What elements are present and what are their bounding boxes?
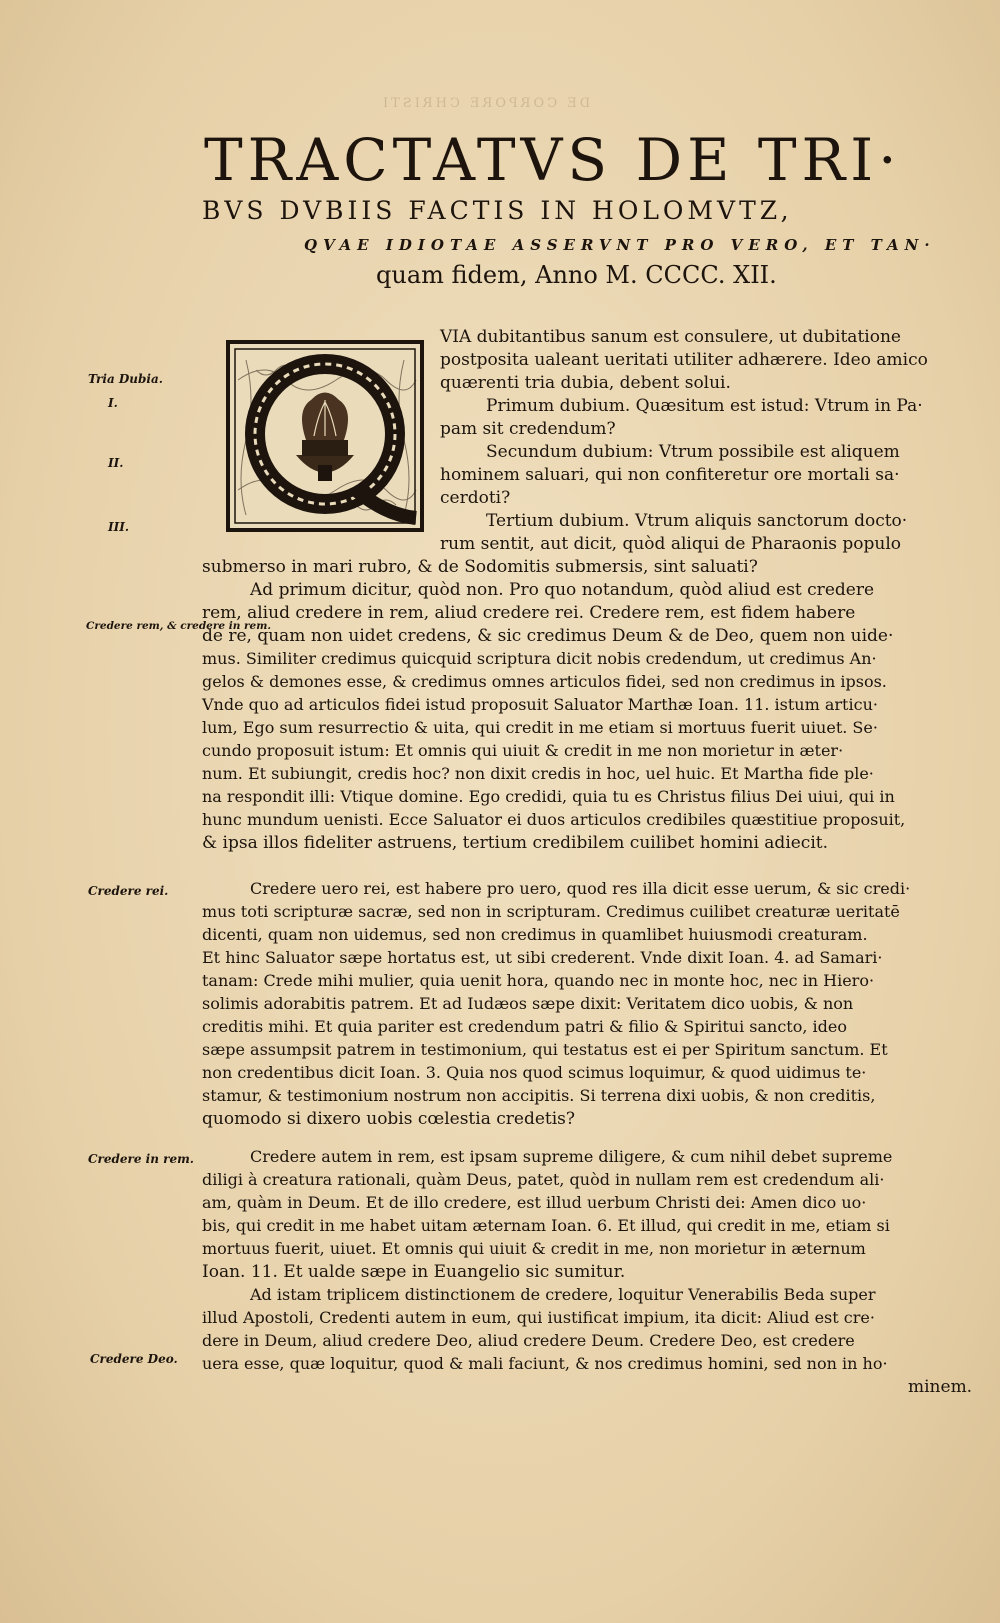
body-line: Credere autem in rem, est ipsam supreme diligere, & cum nihil debet supreme [250, 1147, 893, 1166]
body-line: quærenti tria dubia, debent solui. [440, 373, 731, 393]
body-line: Secundum dubium: Vtrum possibile est aliquem [486, 442, 900, 462]
body-line: hunc mundum uenisti. Ecce Saluator ei duos articulos credibiles quæstitiue proposuit, [202, 810, 906, 829]
margin-note: Tria Dubia. [88, 372, 163, 386]
body-line: rem, aliud credere in rem, aliud credere rei. Credere rem, est fidem habere [202, 603, 856, 623]
body-line: VIA dubitantibus sanum est consulere, ut dubitatione [440, 327, 901, 347]
body-line: creditis mihi. Et quia pariter est credendum patri & filio & Spiritui sancto, ideo [202, 1017, 847, 1036]
body-line: stamur, & testimonium nostrum non accipitis. Si terrena dixi uobis, & non creditis, [202, 1086, 876, 1105]
body-line: sæpe assumpsit patrem in testimonium, qui testatus est ei per Spiritum sanctum. Et [202, 1040, 888, 1059]
body-line: bis, qui credit in me habet uitam æternam Ioan. 6. Et illud, qui credit in me, etiam si [202, 1216, 890, 1235]
margin-note: I. [108, 396, 118, 410]
body-line: solimis adorabitis patrem. Et ad Iudæos sæpe dixit: Veritatem dico uobis, & non [202, 994, 854, 1013]
title-line-4: quam fidem, Anno M. CCCC. XII. [376, 261, 777, 289]
body-line: na respondit illi: Vtique domine. Ego credidi, quia tu es Christus filius Dei uiui, qui in [202, 787, 895, 806]
body-line: rum sentit, aut dicit, quòd aliqui de Pharaonis populo [440, 534, 902, 554]
bleed-through-text: DE CORPORE CHRISTI [380, 96, 591, 111]
woodcut-initial-icon [226, 340, 424, 532]
body-line: cundo proposuit istum: Et omnis qui uiuit & credit in me non morietur in æter· [202, 741, 844, 760]
body-line: postposita ualeant ueritati utiliter adhærere. Ideo amico [440, 350, 928, 370]
body-line: dicenti, quam non uidemus, sed non credimus in quamlibet huiusmodi creaturam. [202, 925, 868, 944]
body-line: Credere uero rei, est habere pro uero, quod res illa dicit esse uerum, & sic credi· [250, 879, 911, 898]
body-line: hominem saluari, qui non confiteretur ore mortali sa· [440, 465, 900, 485]
body-line: Vnde quo ad articulos fidei istud proposuit Saluator Marthæ Ioan. 11. istum articu· [202, 695, 878, 714]
margin-note: II. [108, 456, 124, 470]
margin-note: III. [108, 520, 130, 534]
body-line: submerso in mari rubro, & de Sodomitis submersis, sint saluati? [202, 557, 758, 577]
body-line: pam sit credendum? [440, 419, 616, 439]
body-line: am, quàm in Deum. Et de illo credere, est illud uerbum Christi dei: Amen dico uo· [202, 1193, 867, 1212]
body-line: minem. [908, 1377, 973, 1397]
decorated-initial-q [226, 340, 424, 532]
body-line: de re, quam non uidet credens, & sic credimus Deum & de Deo, quem non uide· [202, 626, 894, 646]
body-line: Ioan. 11. Et ualde sæpe in Euangelio sic sumitur. [202, 1262, 626, 1282]
body-line: illud Apostoli, Credenti autem in eum, qui iustificat impium, ita dicit: Aliud est cre· [202, 1308, 875, 1327]
title-line-1: TRACTATVS DE TRI· [204, 126, 902, 194]
body-line: diligi à creatura rationali, quàm Deus, patet, quòd in nullam rem est credendum ali· [202, 1170, 885, 1189]
margin-note: Credere rei. [88, 884, 169, 898]
title-line-2: BVS DVBIIS FACTIS IN HOLOMVTZ, [202, 196, 793, 225]
body-line: Et hinc Saluator sæpe hortatus est, ut sibi crederent. Vnde dixit Ioan. 4. ad Samari· [202, 948, 883, 967]
body-line: mortuus fuerit, uiuet. Et omnis qui uiuit & credit in me, non morietur in æternum [202, 1239, 866, 1258]
margin-note: Credere Deo. [90, 1352, 178, 1366]
body-line: gelos & demones esse, & credimus omnes articulos fidei, sed non credimus in ipsos. [202, 672, 887, 691]
body-line: & ipsa illos fideliter astruens, tertium credibilem cuilibet homini adiecit. [202, 833, 829, 853]
body-line: Tertium dubium. Vtrum aliquis sanctorum docto· [486, 511, 908, 531]
body-line: Ad primum dicitur, quòd non. Pro quo notandum, quòd aliud est credere [250, 580, 875, 600]
margin-note: Credere in rem. [88, 1152, 194, 1166]
body-line: cerdoti? [440, 488, 511, 508]
body-line: Ad istam triplicem distinctionem de credere, loquitur Venerabilis Beda super [250, 1285, 876, 1304]
body-line: mus toti scripturæ sacræ, sed non in scripturam. Credimus cuilibet creaturæ ueritatē [202, 902, 900, 921]
body-line: num. Et subiungit, credis hoc? non dixit credis in hoc, uel huic. Et Martha fide ple· [202, 764, 874, 783]
margin-note: Credere rem, & credere in rem. [86, 620, 271, 632]
body-line: mus. Similiter credimus quicquid scriptura dicit nobis credendum, ut credimus An· [202, 649, 877, 668]
body-line: tanam: Crede mihi mulier, quia uenit hora, quando nec in monte hoc, nec in Hiero· [202, 971, 875, 990]
body-line: non credentibus dicit Ioan. 3. Quia nos quod scimus loquimur, & quod uidimus te· [202, 1063, 867, 1082]
body-line: uera esse, quæ loquitur, quod & mali faciunt, & nos credimus homini, sed non in ho· [202, 1354, 888, 1373]
title-line-3: QVAE IDIOTAE ASSERVNT PRO VERO, ET TAN· [304, 236, 936, 254]
body-line: Primum dubium. Quæsitum est istud: Vtrum in Pa· [486, 396, 923, 416]
body-line: quomodo si dixero uobis cœlestia credetis? [202, 1109, 575, 1129]
body-line: dere in Deum, aliud credere Deo, aliud credere Deum. Credere Deo, est credere [202, 1331, 855, 1350]
body-line: lum, Ego sum resurrectio & uita, qui credit in me etiam si mortuus fuerit uiuet. Se· [202, 718, 878, 737]
